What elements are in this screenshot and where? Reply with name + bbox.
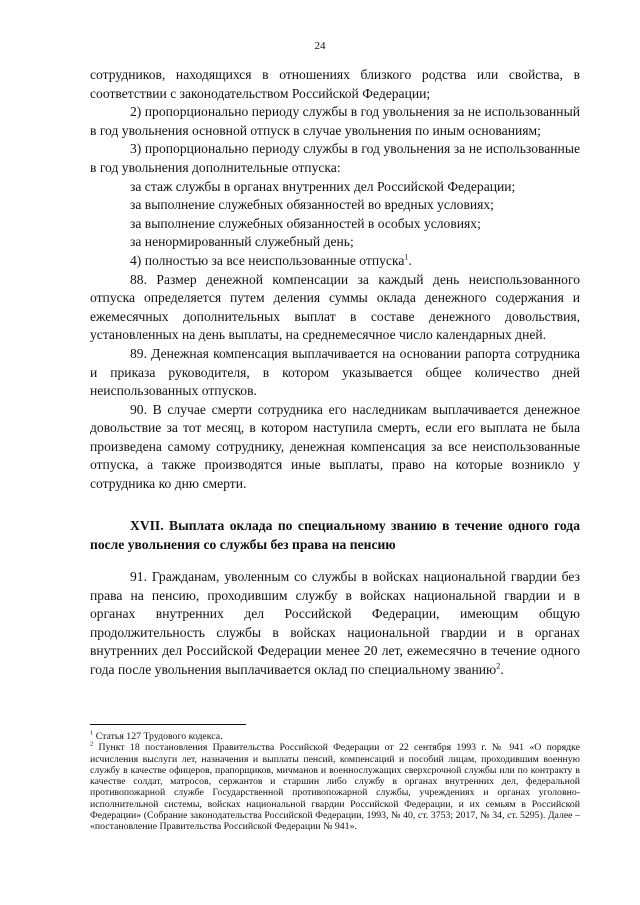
paragraph-91-text: 91. Гражданам, уволенным со службы в войсках национальной гвардии без права на пенсию, проходившим службу в войсках национальной гвардии и в органах внутренних дел Российской Федерации, имеющим общую продолжительность службы в войсках национальной гвардии и в органах внутренних дел Российской Федерации менее 20 лет, ежемесячно в течение одного года после увольнения выплачивается оклад по специальному званию xyxy=(90,569,580,677)
footnote-ref-2[interactable]: 2 xyxy=(496,661,501,671)
section-heading: XVII. Выплата оклада по специальному званию в течение одного года после увольнения со службы без права на пенсию xyxy=(90,518,580,552)
paragraph-91 xyxy=(90,568,580,680)
list-item-4 xyxy=(90,252,580,271)
footnote-mark-2: 2 xyxy=(90,741,94,749)
footnote-mark-1: 1 xyxy=(90,729,94,737)
sub-item-length-of-service: за стаж службы в органах внутренних дел Российской Федерации; xyxy=(130,178,516,194)
footnote-ref-1[interactable]: 1 xyxy=(404,252,409,262)
footnote-divider xyxy=(90,724,246,725)
paragraph-88: 88. Размер денежной компенсации за каждый день неиспользованного отпуска определяется путем деления суммы оклада денежного содержания и ежемесячных дополнительных выплат в составе денежного довольствия, установленных на день выплаты, на среднемесячное число календарных дней. xyxy=(90,271,580,343)
body-text-upper xyxy=(90,66,580,494)
footnote-2 xyxy=(90,742,580,832)
sub-item-irregular-day: за ненормированный служебный день; xyxy=(130,234,354,250)
list-item-2: 2) пропорционально периоду службы в год увольнения за не использованный в год увольнения основной отпуск в случае увольнения по иным основаниям; xyxy=(90,104,580,138)
sub-item-special-conditions: за выполнение служебных обязанностей в особых условиях; xyxy=(130,215,481,231)
paragraph-continuation: сотрудников, находящихся в отношениях близкого родства или свойства, в соответствии с законодательством Российской Федерации; xyxy=(90,67,580,101)
paragraph-89: 89. Денежная компенсация выплачивается на основании рапорта сотрудника и приказа руководителя, в котором указывается общее количество дней неиспользованных отпусков. xyxy=(90,345,580,399)
footnote-2-text: Пункт 18 постановления Правительства Российской Федерации от 22 сентября 1993 г. № 941 «О порядке исчисления выслуги лет, назначения и выплаты пенсий, компенсаций и пособий лицам, проходившим военную службу в качестве офицеров, прапорщиков, мичманов и военнослужащих сверхсрочной службы или по контракту в качестве солдат, матросов, сержантов и старшин либо службу в органах внутренних дел, федеральной противопожарной службе Государственной противопожарной службы, учреждениях и органах уголовно-исполнительной системы, войсках национальной гвардии Российской Федерации, и их семьям в Российской Федерации» (Собрание законодательства Российской Федерации, 1993, № 40, ст. 3753; 2017, № 34, ст. 5295). Далее – «постановление Правительства Российской Федерации № 941». xyxy=(90,742,580,833)
paragraph-91-tail: . xyxy=(500,661,504,677)
list-item-4-text: 4) полностью за все неиспользованные отпуска xyxy=(130,252,405,268)
paragraph-90: 90. В случае смерти сотрудника его наследникам выплачивается денежное довольствие за тот месяц, в котором наступила смерть, если его выплата не была произведена самому сотруднику, денежная компенсация за все неиспользованные отпуска, а также производятся иные выплаты, право на которые возникло у сотрудника ко дню смерти. xyxy=(90,401,580,492)
body-text-lower xyxy=(90,568,580,680)
page-number: 24 xyxy=(314,40,326,52)
footnotes xyxy=(90,731,580,833)
list-item-4-tail: . xyxy=(408,252,412,268)
list-item-3: 3) пропорционально периоду службы в год увольнения за не использованные в год увольнения дополнительные отпуска: xyxy=(90,141,580,175)
footnote-1-text: Статья 127 Трудового кодекса. xyxy=(93,731,223,742)
footnote-1 xyxy=(90,731,580,742)
sub-item-hazardous-conditions: за выполнение служебных обязанностей во вредных условиях; xyxy=(130,197,494,213)
